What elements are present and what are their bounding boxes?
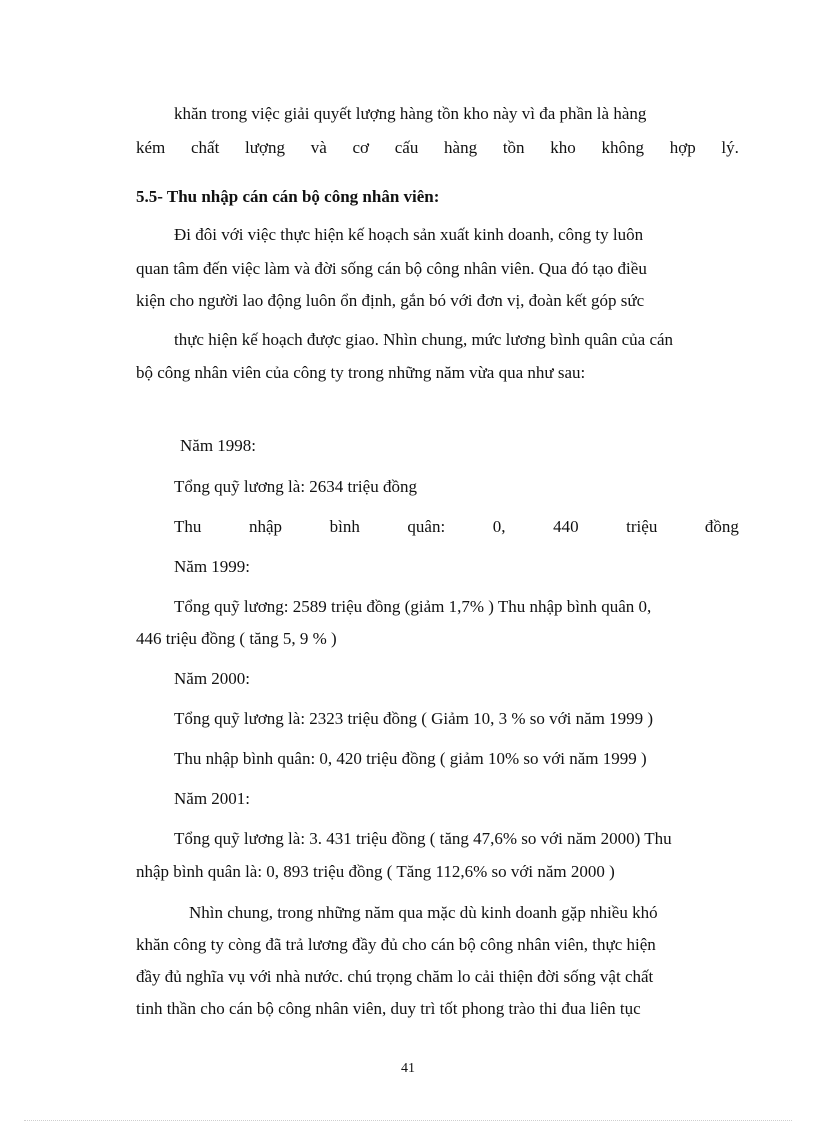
word: triệu: [626, 517, 658, 536]
text-line: quan tâm đến việc làm và đời sống cán bộ công nhân viên. Qua đó tạo điều: [136, 259, 647, 278]
text-line: Thu nhập bình quân: 0, 420 triệu đồng ( giảm 10% so với năm 1999 ): [174, 749, 647, 768]
page-divider: [24, 1120, 792, 1121]
word: cấu: [394, 138, 419, 157]
section-heading: 5.5- Thu nhập cán cán bộ công nhân viên:: [136, 187, 440, 206]
page-number: 41: [401, 1061, 415, 1076]
text-line: Tổng quỹ lương: 2589 triệu đồng (giảm 1,7% ) Thu nhập bình quân 0,: [174, 597, 652, 616]
word: hàng: [444, 138, 478, 157]
text-line: đầy đủ nghĩa vụ với nhà nước. chú trọng chăm lo cải thiện đời sống vật chất: [136, 967, 654, 986]
text-line: Nhìn chung, trong những năm qua mặc dù kinh doanh gặp nhiều khó: [189, 903, 658, 922]
word: không: [601, 138, 644, 157]
text-line-justified: [174, 516, 739, 538]
text-line: khăn công ty còng đã trả lương đầy đủ cho cán bộ công nhân viên, thực hiện: [136, 935, 656, 954]
year-label-1998: Năm 1998:: [180, 436, 257, 455]
word: lượng: [245, 138, 285, 157]
text-line: tinh thần cho cán bộ công nhân viên, duy trì tốt phong trào thi đua liên tục: [136, 999, 641, 1018]
text-line-justified: [136, 137, 739, 159]
text-line: thực hiện kế hoạch được giao. Nhìn chung, mức lương bình quân của cán: [174, 330, 674, 349]
word: quân:: [407, 517, 446, 536]
text-line: kiện cho người lao động luôn ổn định, gắn bó với đơn vị, đoàn kết góp sức: [136, 291, 645, 310]
text-line: nhập bình quân là: 0, 893 triệu đồng ( Tăng 112,6% so với năm 2000 ): [136, 862, 615, 881]
text-line: Tổng quỹ lương là: 2323 triệu đồng ( Giảm 10, 3 % so với năm 1999 ): [174, 709, 654, 728]
word: cơ: [352, 138, 370, 157]
year-label-2000: Năm 2000:: [174, 669, 251, 688]
text-line: Tổng quỹ lương là: 3. 431 triệu đồng ( tăng 47,6% so với năm 2000) Thu: [174, 829, 672, 848]
word: kém: [136, 138, 166, 157]
word: hợp: [669, 138, 696, 157]
word: kho: [550, 138, 576, 157]
word: 0,: [492, 517, 506, 536]
text-line: Tổng quỹ lương là: 2634 triệu đồng: [174, 477, 417, 496]
word: bình: [329, 517, 360, 536]
word: đồng: [704, 517, 739, 536]
word: tồn: [502, 138, 525, 157]
text-line: Đi đôi với việc thực hiện kế hoạch sản xuất kinh doanh, công ty luôn: [174, 225, 644, 244]
word: nhập: [248, 517, 283, 536]
word: lý.: [721, 138, 739, 157]
word: Thu: [174, 517, 202, 536]
year-label-2001: Năm 2001:: [174, 789, 251, 808]
word: và: [310, 138, 327, 157]
year-label-1999: Năm 1999:: [174, 557, 251, 576]
word: chất: [191, 138, 220, 157]
word: 440: [553, 517, 579, 536]
text-line: bộ công nhân viên của công ty trong những năm vừa qua như sau:: [136, 363, 586, 382]
text-line: khăn trong việc giải quyết lượng hàng tồn kho này vì đa phần là hàng: [174, 104, 647, 123]
text-line: 446 triệu đồng ( tăng 5, 9 % ): [136, 629, 337, 648]
